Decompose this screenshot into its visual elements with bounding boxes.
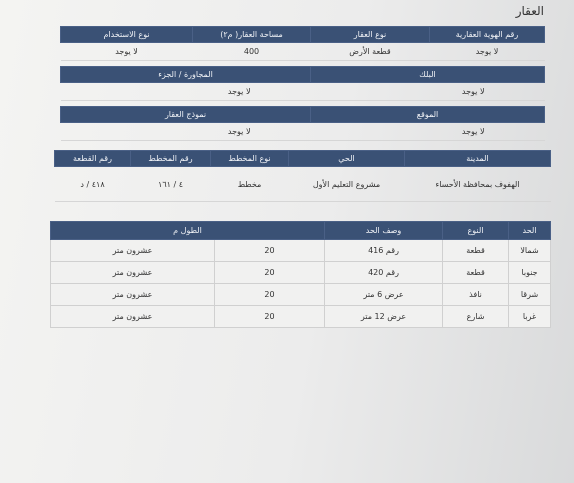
col-length: الطول م — [51, 222, 325, 240]
cell-length: 20 — [215, 240, 325, 262]
cell-type: قطعة — [443, 240, 509, 262]
value-property-id: لا يوجد — [430, 43, 545, 61]
location-header-row — [55, 151, 551, 167]
cell-description: عرض 6 متر — [325, 284, 443, 306]
col-description: وصف الحد — [325, 222, 443, 240]
page-title: العقار — [515, 4, 544, 18]
col-usage-type: نوع الاستخدام — [61, 27, 193, 43]
cell-type: شارع — [443, 306, 509, 328]
cell-side: شرقا — [509, 284, 551, 306]
value-property-area: 400 — [193, 43, 311, 61]
col-property-type: نوع العقار — [311, 27, 430, 43]
site-values-row — [61, 123, 545, 141]
location-table — [54, 150, 551, 202]
cell-type: نافذ — [443, 284, 509, 306]
boundaries-header-row — [51, 222, 551, 240]
table-row — [51, 306, 551, 328]
cell-length-text: عشرون متر — [51, 284, 215, 306]
cell-length: 20 — [215, 306, 325, 328]
property-values-row — [61, 43, 545, 61]
boundaries-table — [50, 221, 551, 328]
col-property-model: نموذج العقار — [61, 107, 311, 123]
col-property-id: رقم الهوية العقارية — [430, 27, 545, 43]
table-row — [51, 262, 551, 284]
cell-length-text: عشرون متر — [51, 306, 215, 328]
cell-description: رقم 416 — [325, 240, 443, 262]
col-district: الحي — [289, 151, 405, 167]
value-property-type: قطعة الأرض — [311, 43, 430, 61]
value-plan-number: ٤ / ١٦١ — [131, 167, 211, 202]
cell-description: رقم 420 — [325, 262, 443, 284]
cell-length-text: عشرون متر — [51, 262, 215, 284]
value-district: مشروع التعليم الأول — [289, 167, 405, 202]
cell-side: جنوبا — [509, 262, 551, 284]
cell-length-text: عشرون متر — [51, 240, 215, 262]
value-block: لا يوجد — [311, 83, 545, 101]
property-info-table — [60, 26, 545, 141]
value-neighborhood-part: لا يوجد — [61, 83, 311, 101]
value-plan-type: مخطط — [211, 167, 289, 202]
cell-length: 20 — [215, 262, 325, 284]
cell-length: 20 — [215, 284, 325, 306]
col-type: النوع — [443, 222, 509, 240]
cell-side: شمالا — [509, 240, 551, 262]
value-site: لا يوجد — [311, 123, 545, 141]
value-usage-type: لا يوجد — [61, 43, 193, 61]
block-header-row — [61, 67, 545, 83]
block-values-row — [61, 83, 545, 101]
location-values-row — [55, 167, 551, 202]
col-block: البلك — [311, 67, 545, 83]
col-side: الحد — [509, 222, 551, 240]
value-plot-number: ٤١٨ / د — [55, 167, 131, 202]
value-city: الهفوف بمحافظة الأحساء — [405, 167, 551, 202]
value-property-model: لا يوجد — [61, 123, 311, 141]
cell-side: غربا — [509, 306, 551, 328]
cell-type: قطعة — [443, 262, 509, 284]
col-property-area: مساحة العقار( م٢) — [193, 27, 311, 43]
table-row — [51, 240, 551, 262]
col-plan-number: رقم المخطط — [131, 151, 211, 167]
site-header-row — [61, 107, 545, 123]
table-row — [51, 284, 551, 306]
col-city: المدينة — [405, 151, 551, 167]
col-plot-number: رقم القطعة — [55, 151, 131, 167]
property-header-row — [61, 27, 545, 43]
col-site: الموقع — [311, 107, 545, 123]
cell-description: عرض 12 متر — [325, 306, 443, 328]
col-neighborhood-part: المجاورة / الجزء — [61, 67, 311, 83]
col-plan-type: نوع المخطط — [211, 151, 289, 167]
